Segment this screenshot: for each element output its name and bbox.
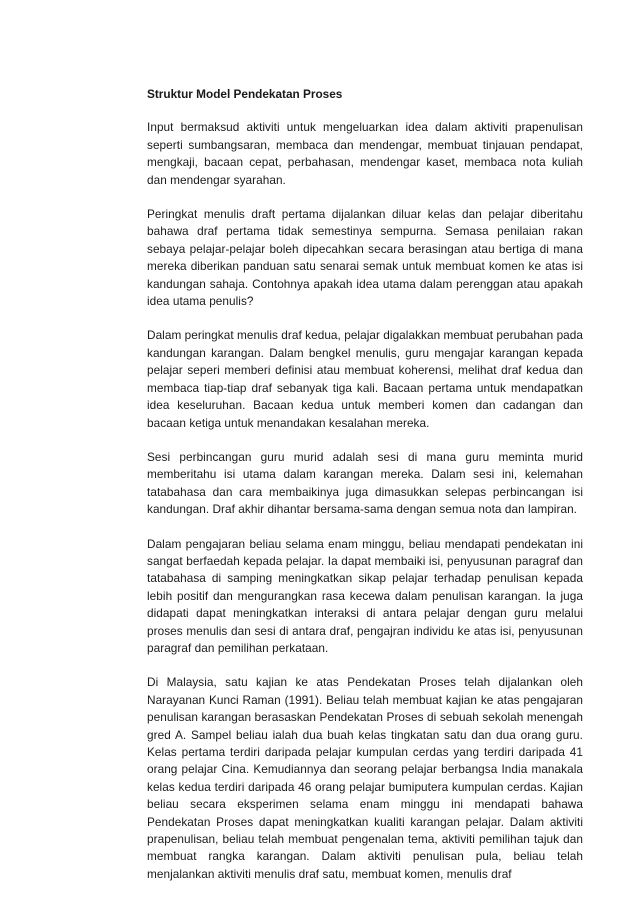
paragraph-second-draft: Dalam peringkat menulis draf kedua, pelajar digalakkan membuat perubahan pada kandungan karangan. Dalam bengkel menulis, guru mengajar karangan kepada pelajar seperi memberi definisi atau membuat koherensi, melihat draf kedua dan membaca tiap-tiap draf sebanyak tiga kali. Bacaan pertama untuk mendapatkan idea keseluruhan. Bacaan kedua untuk memberi komen dan cadangan dan bacaan ketiga untuk menandakan kesalahan mereka. — [147, 328, 584, 430]
document-heading: Struktur Model Pendekatan Proses — [147, 87, 343, 101]
paragraph-input: Input bermaksud aktiviti untuk mengeluarkan idea dalam aktiviti prapenulisan seperti sumbangsaran, membaca dan mendengar, membuat tinjauan pendapat, mengkaji, bacaan cepat, perbahasan, mendengar kaset, membaca nota kuliah dan mendengar syarahan. — [147, 120, 583, 187]
paragraph-teaching-findings: Dalam pengajaran beliau selama enam minggu, beliau mendapati pendekatan ini sangat berfaedah kepada pelajar. Ia dapat membaiki isi, penyusunan paragraf dan tatabahasa di samping meningkatkan sikap pelajar terhadap penulisan kepada lebih positif dan mengurangkan rasa kecewa dalam penulisan karangan. Ia juga didapati dapat meningkatkan interaksi di antara pelajar dengan guru melalui proses menulis dan sesi di antara draf, pengajran individu ke atas isi, penyusunan paragraf dan pemilihan perkataan. — [147, 536, 583, 655]
document-page — [147, 86, 583, 900]
paragraph-discussion-session: Sesi perbincangan guru murid adalah sesi di mana guru meminta murid memberitahu isi utama dalam karangan mereka. Dalam sesi ini, kelemahan tatabahasa dan cara membaikinya juga dimasukkan selepas perbincangan isi kandungan. Draf akhir dihantar bersama-sama dengan semua nota dan lampiran. — [147, 449, 583, 517]
paragraph-first-draft: Peringkat menulis draft pertama dijalankan diluar kelas dan pelajar diberitahu bahawa draf pertama tidak semestinya sempurna. Semasa penilaian rakan sebaya pelajar-pelajar boleh dipecahkan secara berasingan atau bertiga di mana mereka diberikan panduan satu senarai semak untuk membuat komen ke atas isi kandungan sahaja. Contohnya apakah idea utama dalam perenggan atau apakah idea utama penulis? — [147, 207, 583, 309]
paragraph-malaysia-study: Di Malaysia, satu kajian ke atas Pendekatan Proses telah dijalankan oleh Narayanan Kunci Raman (1991). Beliau telah membuat kajian ke atas pengajaran penulisan karangan berasaskan Pendekatan Proses di sebuah sekolah menengah gred A. Sampel beliau ialah dua buah kelas tingkatan satu dan dua orang guru. Kelas pertama terdiri daripada pelajar kumpulan cerdas yang terdiri daripada 41 orang pelajar Cina. Kemudiannya dan seorang pelajar berbangsa India manakala kelas kedua terdiri daripada 46 orang pelajar bumiputera kumpulan cerdas. Kajian beliau secara eksperimen selama enam minggu ini mendapati bahawa Pendekatan Proses dapat meningkatkan kualiti karangan pelajar. Dalam aktiviti prapenulisan, beliau telah membuat pengenalan tema, aktiviti pemilihan tajuk dan membuat rangka karangan. Dalam aktiviti penulisan pula, beliau telah menjalankan aktiviti menulis draf satu, membuat komen, menulis draf — [147, 675, 583, 881]
